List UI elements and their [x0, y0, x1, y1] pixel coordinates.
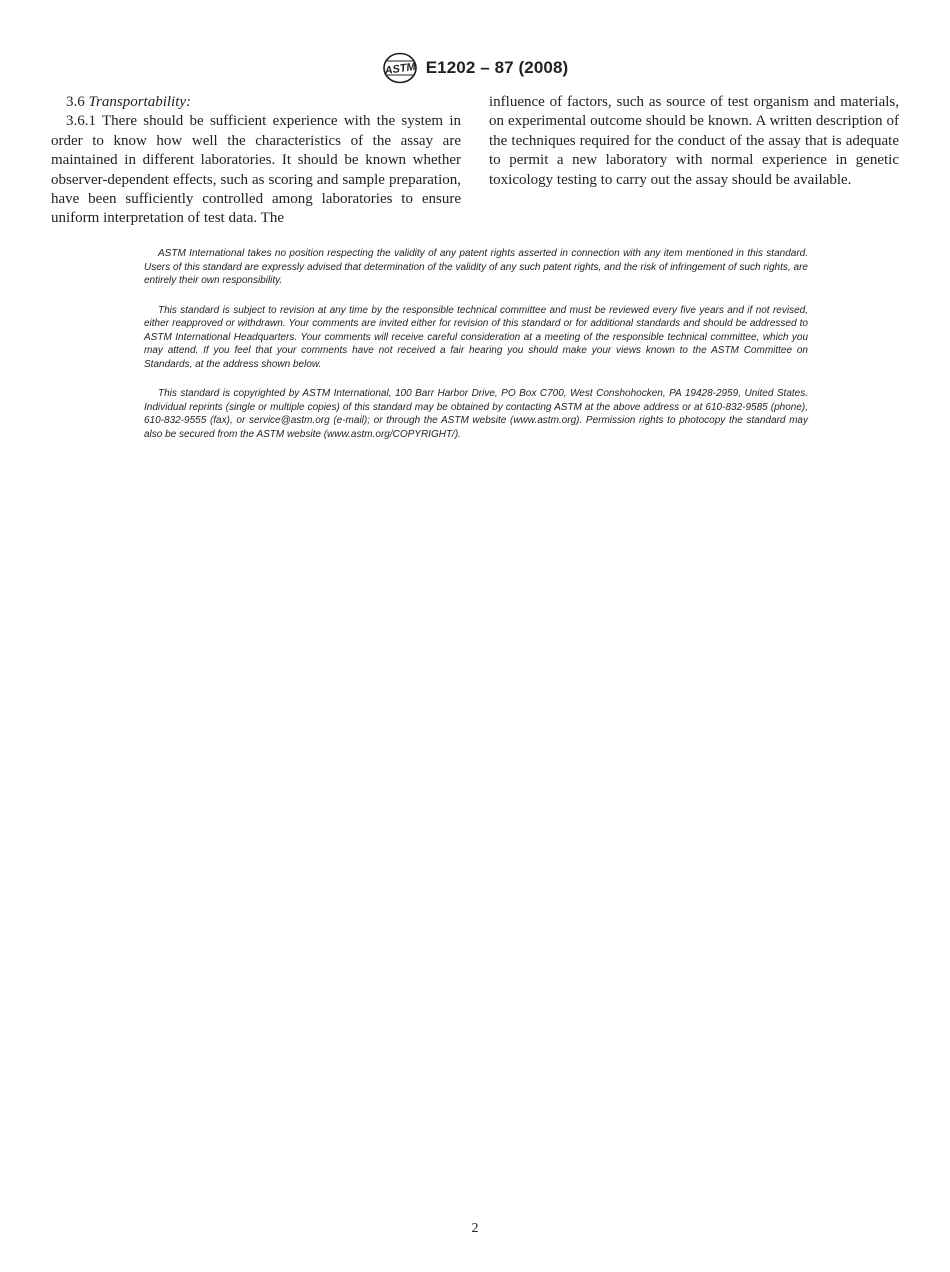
- patent-notice: ASTM International takes no position respecting the validity of any patent rights asserted in connection with any item mentioned in this standard. Users of this standard are expressly advised that determination of the validity of any such patent rights, and the risk of infringement of such rights, are entirely their own responsibility.: [144, 248, 808, 286]
- section-number: 3.6: [66, 94, 85, 110]
- body-columns: [51, 93, 899, 229]
- astm-logo-icon: [382, 52, 418, 84]
- right-column: [489, 93, 899, 229]
- paragraph-3-6-1: [51, 112, 461, 228]
- page-header: [0, 52, 950, 84]
- standard-designation: E1202 – 87 (2008): [425, 58, 569, 77]
- left-column: [51, 93, 461, 229]
- logo-text: ASTM: [383, 60, 417, 78]
- paragraph-3-6-1-continued: influence of factors, such as source of test organism and materials, on experimental outcome should be known. A written description of the techniques required for the conduct of the assay that is adequate to permit a new laboratory with normal experience in genetic toxicology testing to carry out the assay should be available.: [489, 94, 899, 188]
- copyright-notice: This standard is copyrighted by ASTM International, 100 Barr Harbor Drive, PO Box C700, West Conshohocken, PA 19428-2959, United States. Individual reprints (single or multiple copies) of this standard may be obtained by contacting ASTM at the above address or at 610-832-9585 (phone), 610-832-9555 (fax), or service@astm.org (e-mail); or through the ASTM website (www.astm.org). Permission rights to photocopy the standard may also be secured from the ASTM website (www.astm.org/COPYRIGHT/).: [144, 388, 808, 440]
- paragraph-3-6-1-text: There should be sufficient experience with the system in order to know how well the characteristics of the assay are maintained in different laboratories. It should be known whether observer-dependent effects, such as scoring and sample preparation, have been sufficiently controlled among laboratories to ensure uniform interpretation of test data. The: [51, 113, 461, 227]
- section-heading: [51, 93, 461, 112]
- revision-notice: This standard is subject to revision at any time by the responsible technical committee and must be reviewed every five years and if not revised, either reapproved or withdrawn. Your comments are invited either for revision of this standard or for additional standards and should be addressed to ASTM International Headquarters. Your comments will receive careful consideration at a meeting of the responsible technical committee, which you may attend. If you feel that your comments have not received a fair hearing you should make your views known to the ASTM Committee on Standards, at the address shown below.: [144, 304, 808, 370]
- subsection-number: 3.6.1: [66, 113, 96, 130]
- section-title: Transportability:: [88, 94, 192, 110]
- astm-notices: [144, 247, 808, 457]
- page-number: 2: [471, 1221, 479, 1236]
